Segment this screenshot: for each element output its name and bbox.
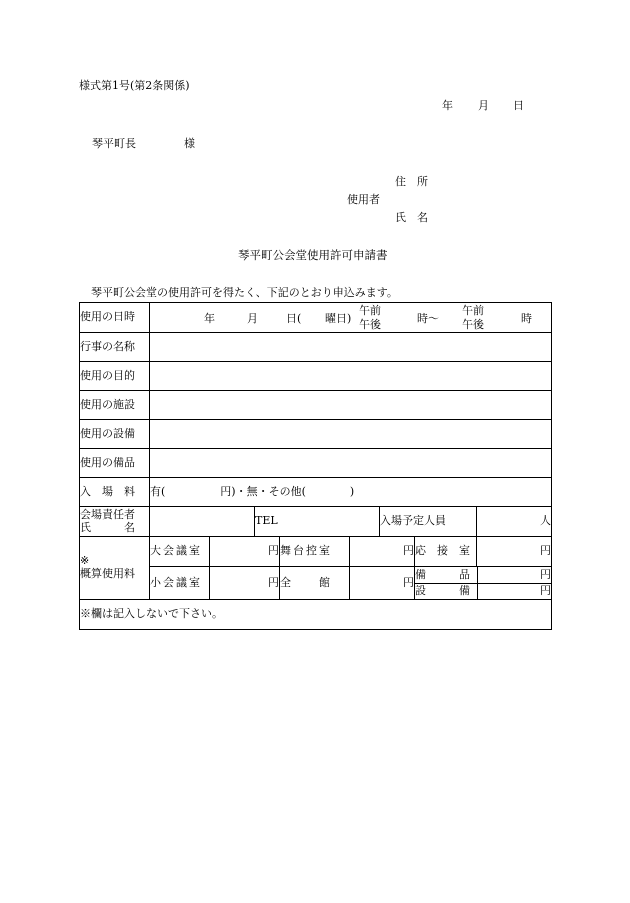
admission-field[interactable]: 有( 円)・無・その他( ) (150, 478, 552, 507)
row-datetime (80, 303, 552, 333)
row-equipment (80, 420, 552, 449)
manager-name-field[interactable] (150, 507, 255, 537)
name-label: 氏 名 (395, 211, 428, 224)
facility-field[interactable] (150, 391, 552, 420)
facility-label: 使用の施設 (80, 391, 150, 420)
user-label: 使用者 (347, 193, 380, 206)
fee-equipment-label: 設 備 (415, 584, 478, 599)
datetime-pm: 午後 (359, 318, 381, 331)
manager-label-line1: 会場責任者 (80, 507, 135, 521)
datetime-month: 月 (247, 312, 258, 325)
attendance-label: 入場予定人員 (380, 507, 477, 537)
equipment-label: 使用の設備 (80, 420, 150, 449)
datetime-am: 午前 (359, 304, 381, 317)
stage-room-fee: 円 (350, 537, 415, 567)
fee-supplies-label: 備 品 (415, 567, 478, 584)
stage-room-label: 舞台控室 (280, 537, 350, 567)
fee-supplies-amount: 円 (478, 567, 552, 584)
row-fees-1 (80, 537, 552, 567)
datetime-weekday: 曜日) (325, 312, 352, 325)
fees-label-text: 概算使用料 (80, 567, 135, 580)
date-month: 月 (478, 99, 489, 112)
addressee-name: 琴平町長 (92, 137, 136, 150)
document-title: 琴平町公会堂使用許可申請書 (238, 248, 388, 262)
fees-mark: ※ (80, 554, 90, 568)
whole-hall-label: 全 館 (280, 567, 350, 600)
row-note (80, 600, 552, 630)
row-supplies (80, 449, 552, 478)
attendance-field[interactable]: 人 (477, 507, 552, 537)
row-fees-2 (80, 567, 552, 600)
addressee-honorific: 様 (184, 137, 195, 150)
small-hall-fee: 円 (210, 567, 280, 600)
datetime-until: 時～ (417, 312, 439, 325)
manager-label (80, 507, 150, 537)
event-name-label: 行事の名称 (80, 333, 150, 362)
row-admission (80, 478, 552, 507)
address-label: 住 所 (395, 175, 428, 188)
datetime-label: 使用の日時 (80, 303, 150, 333)
row-facility (80, 391, 552, 420)
intro-text: 琴平町公会堂の使用許可を得たく、下記のとおり申込みます。 (91, 286, 398, 299)
date-year: 年 (442, 99, 453, 112)
form-number: 様式第1号(第2条関係) (79, 79, 190, 92)
row-purpose (80, 362, 552, 391)
date-day: 日 (513, 99, 524, 112)
fee-equipment-amount: 円 (540, 584, 551, 598)
datetime-am2: 午前 (462, 304, 484, 317)
datetime-pm2: 午後 (462, 318, 484, 331)
supplies-field[interactable] (150, 449, 552, 478)
supplies-label: 使用の備品 (80, 449, 150, 478)
datetime-field[interactable] (150, 303, 552, 333)
row-event-name (80, 333, 552, 362)
small-hall-label: 小会議室 (150, 567, 210, 600)
purpose-field[interactable] (150, 362, 552, 391)
application-table (79, 302, 552, 630)
large-hall-label: 大会議室 (150, 537, 210, 567)
tel-field[interactable]: TEL (255, 507, 380, 537)
event-name-field[interactable] (150, 333, 552, 362)
purpose-label: 使用の目的 (80, 362, 150, 391)
equipment-field[interactable] (150, 420, 552, 449)
supplies-equipment-cell (415, 567, 552, 600)
reception-fee: 円 (477, 537, 552, 567)
note-text: ※欄は記入しないで下さい。 (80, 600, 552, 630)
whole-hall-fee: 円 (350, 567, 415, 600)
admission-label: 入 場 料 (80, 478, 150, 507)
reception-label: 応 接 室 (415, 537, 477, 567)
datetime-hour: 時 (521, 312, 532, 325)
row-manager (80, 507, 552, 537)
fees-label (80, 537, 150, 600)
large-hall-fee: 円 (210, 537, 280, 567)
datetime-day: 日( (286, 312, 302, 325)
manager-label-line2: 氏 名 (80, 520, 135, 534)
datetime-year: 年 (204, 312, 215, 325)
